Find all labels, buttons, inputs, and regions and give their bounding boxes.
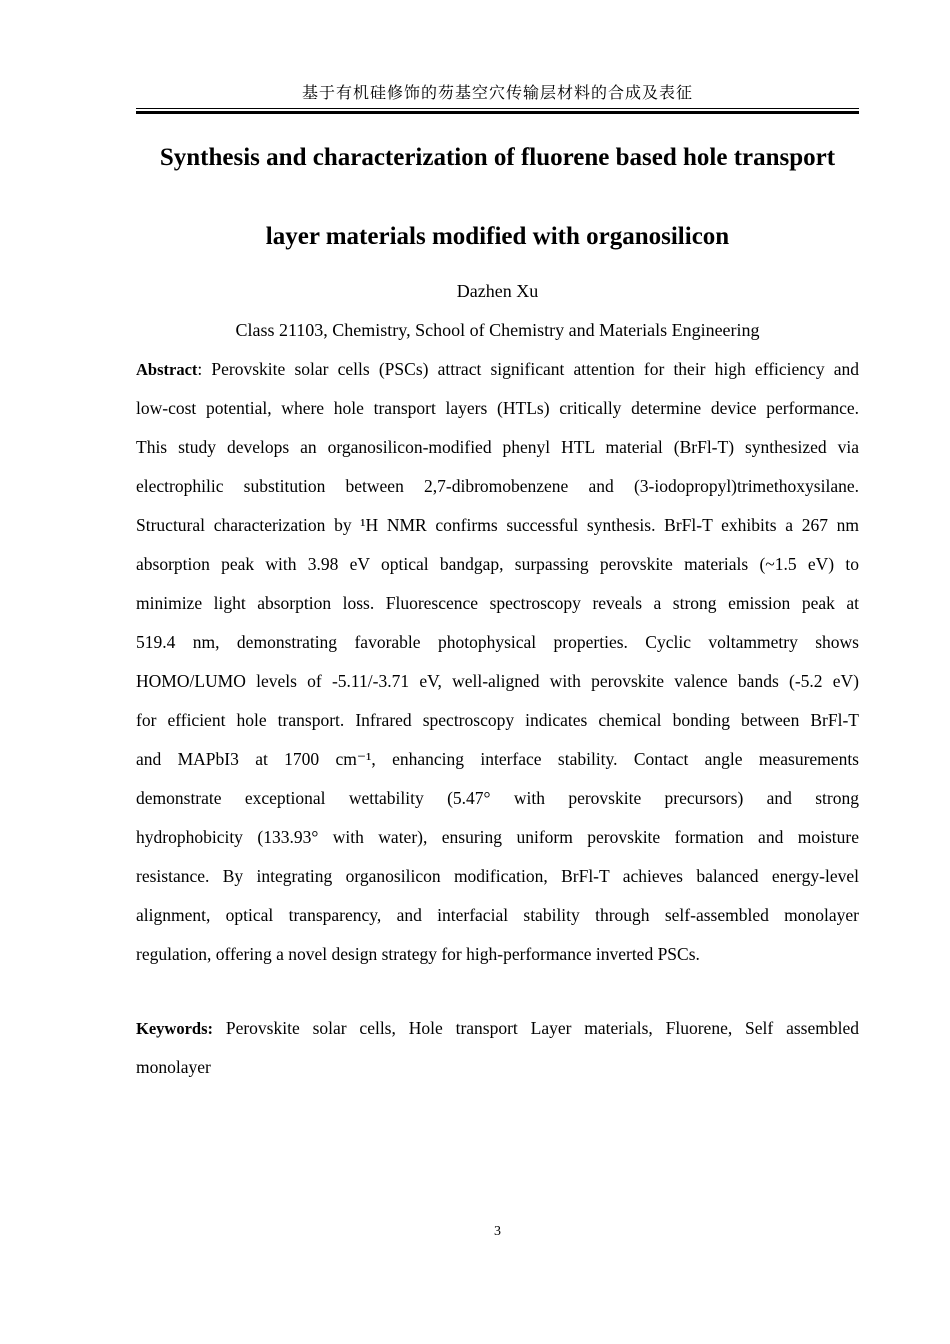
abstract-first-line — [136, 350, 859, 389]
abstract-line: 519.4 nm, demonstrating favorable photophysical properties. Cyclic voltammetry shows — [136, 632, 859, 652]
abstract-line: for efficient hole transport. Infrared spectroscopy indicates chemical bonding between BrFl-T — [136, 710, 859, 730]
paper-title-line1: Synthesis and characterization of fluorene based hole transport — [159, 144, 836, 171]
abstract-line: resistance. By integrating organosilicon modification, BrFl-T achieves balanced energy-level — [136, 866, 859, 886]
keywords-label: Keywords: — [136, 1019, 213, 1038]
keywords-first-line — [136, 1009, 859, 1048]
abstract-label: Abstract — [136, 360, 198, 379]
page-number: 3 — [494, 1224, 501, 1239]
abstract-line: HOMO/LUMO levels of -5.11/-3.71 eV, well-aligned with perovskite valence bands (-5.2 eV) — [136, 671, 859, 691]
keywords-first-line-text: Perovskite solar cells, Hole transport Layer materials, Fluorene, Self assembled — [213, 1018, 859, 1038]
abstract-section — [136, 350, 859, 974]
abstract-body-lines — [136, 389, 859, 935]
page-content — [0, 82, 950, 1087]
abstract-line: electrophilic substitution between 2,7-dibromobenzene and (3-iodopropyl)trimethoxysilane. — [136, 476, 859, 496]
abstract-line: Structural characterization by ¹H NMR confirms successful synthesis. BrFl-T exhibits a 267 nm — [136, 515, 859, 535]
page-footer — [136, 1222, 859, 1242]
paper-title-line2: layer materials modified with organosilicon — [265, 223, 730, 250]
abstract-line: and MAPbI3 at 1700 cm⁻¹, enhancing interface stability. Contact angle measurements — [136, 749, 859, 769]
author-affiliation: Class 21103, Chemistry, School of Chemistry and Materials Engineering — [235, 320, 760, 340]
abstract-line: hydrophobicity (133.93° with water), ensuring uniform perovskite formation and moisture — [136, 827, 859, 847]
keywords-section — [136, 1009, 859, 1087]
abstract-line: This study develops an organosilicon-modified phenyl HTL material (BrFl-T) synthesized via — [136, 437, 859, 457]
abstract-last-line: regulation, offering a novel design strategy for high-performance inverted PSCs. — [136, 944, 700, 964]
abstract-line: alignment, optical transparency, and interfacial stability through self-assembled monolayer — [136, 905, 859, 925]
abstract-line: demonstrate exceptional wettability (5.47° with perovskite precursors) and strong — [136, 788, 859, 808]
header-divider-rule — [136, 108, 859, 114]
keywords-last-line: monolayer — [136, 1057, 211, 1077]
abstract-first-line-text: : Perovskite solar cells (PSCs) attract significant attention for their high efficiency and — [197, 359, 859, 379]
running-header-chinese-title: 基于有机硅修饰的芴基空穴传输层材料的合成及表征 — [301, 85, 693, 102]
abstract-line: low-cost potential, where hole transport layers (HTLs) critically determine device performance. — [136, 398, 859, 418]
author-name: Dazhen Xu — [456, 281, 539, 301]
abstract-line: minimize light absorption loss. Fluorescence spectroscopy reveals a strong emission peak at — [136, 593, 859, 613]
abstract-line: absorption peak with 3.98 eV optical bandgap, surpassing perovskite materials (~1.5 eV) to — [136, 554, 859, 574]
